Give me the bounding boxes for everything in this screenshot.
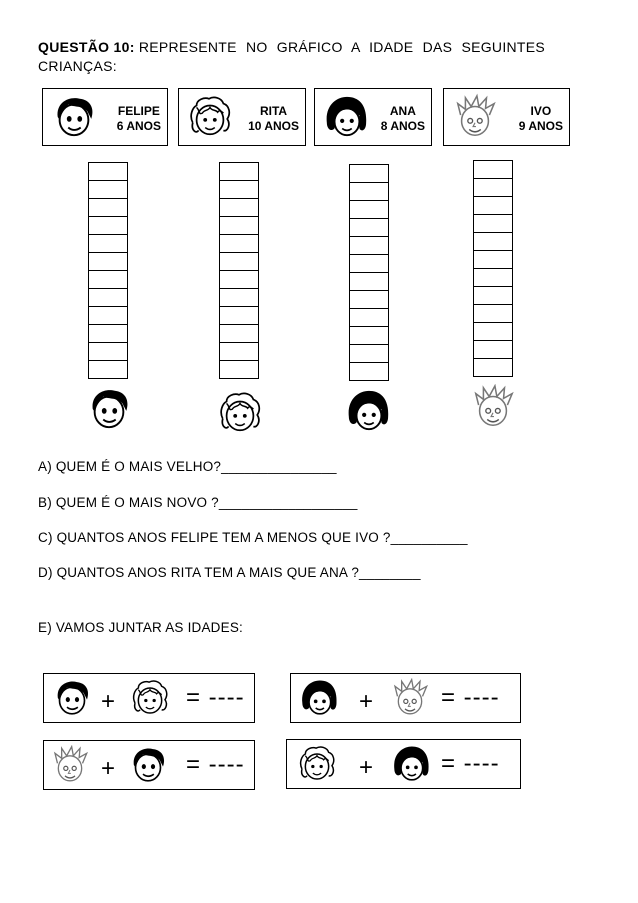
grid-cell xyxy=(474,323,512,341)
grid-cell xyxy=(474,305,512,323)
grid-cell xyxy=(89,253,127,271)
question-number: QUESTÃO 10: xyxy=(38,39,135,55)
grid-cell xyxy=(89,181,127,199)
grid-cell xyxy=(220,307,258,325)
equals-answer-blank: = ---- xyxy=(186,751,245,778)
child-label xyxy=(248,104,299,134)
grid-cell xyxy=(474,197,512,215)
grid-cell xyxy=(89,289,127,307)
child-name: FELIPE xyxy=(117,104,160,118)
girl-curly-hair-face-icon xyxy=(187,93,233,141)
grid-cell xyxy=(89,361,127,379)
sum-box-rita-ana xyxy=(286,739,521,789)
age-grid-column-ivo xyxy=(473,160,513,377)
child-card-ana xyxy=(314,88,432,146)
grid-cell xyxy=(220,163,258,181)
grid-cell xyxy=(350,255,388,273)
grid-cell xyxy=(220,361,258,379)
age-grid-column-ana xyxy=(349,164,389,381)
question-e: E) VAMOS JUNTAR AS IDADES: xyxy=(38,620,243,635)
boy-spiky-hair-face-icon xyxy=(452,93,498,141)
grid-cell xyxy=(220,325,258,343)
grid-cell xyxy=(350,165,388,183)
sum-box-ana-ivo xyxy=(290,673,521,723)
age-grid-column-rita xyxy=(219,162,259,379)
boy-dark-hair-face-icon xyxy=(128,745,168,785)
grid-cell xyxy=(350,309,388,327)
question-instruction: REPRESENTE NO GRÁFICO A IDADE DAS SEGUINTES CRIANÇAS: xyxy=(38,39,546,74)
grid-cell xyxy=(220,235,258,253)
equals-answer-blank: = ---- xyxy=(441,684,500,711)
grid-cell xyxy=(474,215,512,233)
grid-cell xyxy=(474,179,512,197)
grid-cell xyxy=(474,161,512,179)
boy-dark-hair-face-icon xyxy=(51,93,97,141)
child-label xyxy=(117,104,161,134)
child-card-rita xyxy=(178,88,306,146)
grid-cell xyxy=(220,217,258,235)
boy-spiky-hair-face-icon xyxy=(470,384,516,430)
grid-cell xyxy=(89,271,127,289)
grid-cell xyxy=(350,237,388,255)
child-label xyxy=(381,104,425,134)
question-a: A) QUEM É O MAIS VELHO?_______________ xyxy=(38,459,337,474)
grid-cell xyxy=(474,251,512,269)
child-age: 10 ANOS xyxy=(248,119,299,133)
child-card-ivo xyxy=(443,88,570,146)
grid-cell xyxy=(89,199,127,217)
girl-black-hair-face-icon xyxy=(345,388,391,434)
plus-sign: + xyxy=(101,688,116,715)
equals-answer-blank: = ---- xyxy=(186,684,245,711)
child-name: IVO xyxy=(530,104,552,118)
grid-cell xyxy=(89,163,127,181)
child-age: 8 ANOS xyxy=(380,119,425,133)
equals-answer-blank: = ---- xyxy=(441,750,500,777)
child-name: RITA xyxy=(259,104,288,118)
grid-cell xyxy=(220,199,258,217)
girl-curly-hair-face-icon xyxy=(130,678,170,718)
grid-cell xyxy=(474,233,512,251)
grid-cell xyxy=(350,327,388,345)
grid-cell xyxy=(220,343,258,361)
grid-cell xyxy=(220,253,258,271)
girl-black-hair-face-icon xyxy=(299,678,339,718)
grid-cell xyxy=(474,359,512,377)
grid-cell xyxy=(220,289,258,307)
girl-curly-hair-face-icon xyxy=(297,744,337,784)
age-grid-column-felipe xyxy=(88,162,128,379)
grid-cell xyxy=(89,307,127,325)
grid-cell xyxy=(474,269,512,287)
grid-cell xyxy=(350,183,388,201)
grid-cell xyxy=(89,235,127,253)
child-age: 9 ANOS xyxy=(518,119,563,133)
grid-cell xyxy=(89,217,127,235)
girl-black-hair-face-icon xyxy=(323,93,369,141)
boy-spiky-hair-face-icon xyxy=(390,678,430,718)
boy-spiky-hair-face-icon xyxy=(50,745,90,785)
grid-cell xyxy=(350,345,388,363)
child-label xyxy=(519,104,563,134)
grid-cell xyxy=(89,325,127,343)
grid-cell xyxy=(474,287,512,305)
grid-cell xyxy=(350,201,388,219)
grid-cell xyxy=(220,181,258,199)
grid-cell xyxy=(350,291,388,309)
plus-sign: + xyxy=(359,688,374,715)
question-b: B) QUEM É O MAIS NOVO ?__________________ xyxy=(38,495,358,510)
boy-dark-hair-face-icon xyxy=(52,678,92,718)
plus-sign: + xyxy=(101,755,116,782)
girl-black-hair-face-icon xyxy=(391,744,431,784)
grid-cell xyxy=(220,271,258,289)
child-card-felipe xyxy=(42,88,168,146)
question-c: C) QUANTOS ANOS FELIPE TEM A MENOS QUE IVO ?__________ xyxy=(38,530,468,545)
plus-sign: + xyxy=(359,754,374,781)
grid-cell xyxy=(350,219,388,237)
girl-curly-hair-face-icon xyxy=(217,390,263,436)
sum-box-ivo-felipe xyxy=(43,740,255,790)
question-d: D) QUANTOS ANOS RITA TEM A MAIS QUE ANA ?________ xyxy=(38,565,421,580)
child-name: ANA xyxy=(389,104,416,118)
grid-cell xyxy=(350,363,388,381)
child-age: 6 ANOS xyxy=(116,119,161,133)
sum-box-felipe-rita xyxy=(43,673,255,723)
boy-dark-hair-face-icon xyxy=(86,386,132,432)
grid-cell xyxy=(350,273,388,291)
grid-cell xyxy=(474,341,512,359)
question-title xyxy=(38,38,566,76)
grid-cell xyxy=(89,343,127,361)
